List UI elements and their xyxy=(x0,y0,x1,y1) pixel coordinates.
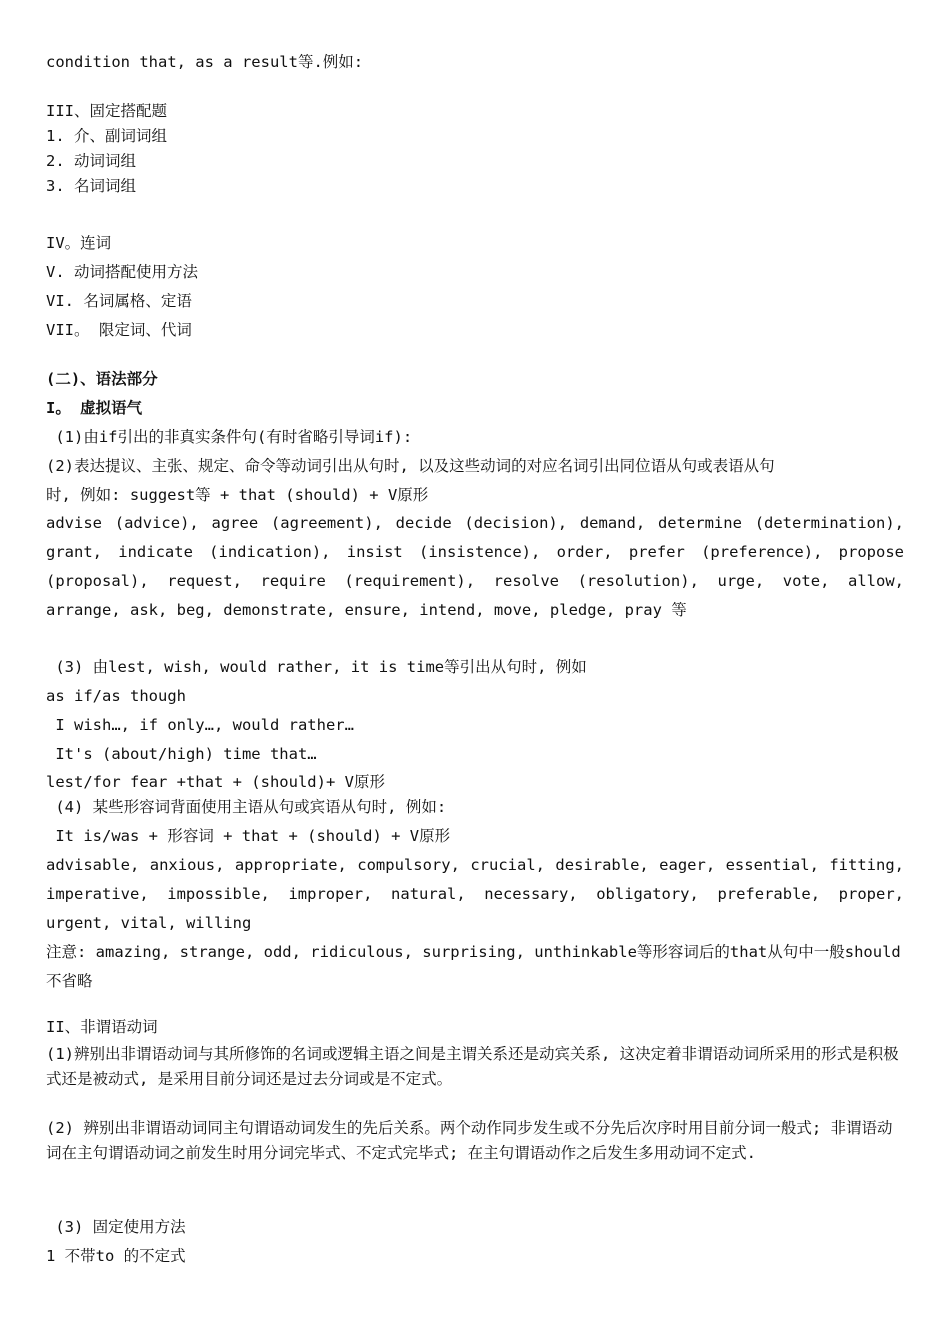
section-heading-conjunctions: IV。连词 xyxy=(46,234,112,252)
text-line: (1)由if引出的非真实条件句(有时省略引导词if): xyxy=(46,428,413,446)
adjective-list-paragraph: advisable, anxious, appropriate, compulsory, crucial, desirable, eager, essential, fitting, imperative, impossible, improper, natural, necessary, obligatory, preferable, proper, urgent, vital, willing xyxy=(46,856,904,932)
text-line: (4) 某些形容词背面使用主语从句或宾语从句时, 例如: xyxy=(46,798,447,816)
list-item: 2. 动词词组 xyxy=(46,152,136,170)
paragraph: (2) 辨别出非谓语动词同主句谓语动词发生的先后关系。两个动作同步发生或不分先后次序时用目前分词一般式; 非谓语动词在主句谓语动词之前发生时用分词完毕式、不定式完毕式; 在主句谓语动作之后发生多用动词不定式. xyxy=(46,1119,893,1162)
verb-list-paragraph: advise (advice), agree (agreement), decide (decision), demand, determine (determination), grant, indicate (indication), insist (insistence), order, prefer (preference), propose (proposal), request, require (requirement), resolve (resolution), urge, vote, allow, arrange, ask, beg, demonstrate, ensure, intend, move, pledge, pray 等 xyxy=(46,514,904,619)
text-line-1: condition that, as a result等.例如: xyxy=(46,53,364,71)
section-heading-non-finite-verbs: II、非谓语动词 xyxy=(46,1018,158,1036)
section-heading-determiners: VII。 限定词、代词 xyxy=(46,321,192,339)
text-line: It is/was + 形容词 + that + (should) + V原形 xyxy=(46,827,451,845)
text-line: It's (about/high) time that… xyxy=(46,745,317,763)
paragraph: (1)辨别出非谓语动词与其所修饰的名词或逻辑主语之间是主谓关系还是动宾关系, 这决定着非谓语动词所采用的形式是积极式还是被动式, 是采用目前分词还是过去分词或是不定式。 xyxy=(46,1045,899,1088)
text-line: I wish…, if only…, would rather… xyxy=(46,716,354,734)
subheading-subjunctive: I。 虚拟语气 xyxy=(46,399,143,417)
text-line: lest/for fear +that + (should)+ V原形 xyxy=(46,773,385,791)
text-line: (3) 固定使用方法 xyxy=(46,1218,186,1236)
section-heading-verb-collocation: V. 动词搭配使用方法 xyxy=(46,263,198,281)
list-item: 3. 名词词组 xyxy=(46,177,136,195)
section-heading-noun-genitive: VI. 名词属格、定语 xyxy=(46,292,192,310)
text-line: (2)表达提议、主张、规定、命令等动词引出从句时, 以及这些动词的对应名词引出同位语从句或表语从句 xyxy=(46,457,775,475)
list-item: 1. 介、副词词组 xyxy=(46,127,167,145)
section-heading-grammar: (二)、语法部分 xyxy=(46,370,158,388)
text-line: as if/as though xyxy=(46,687,186,705)
text-line: (3) 由lest, wish, would rather, it is time等引出从句时, 例如 xyxy=(46,658,587,676)
section-heading-fixed-collocations: III、固定搭配题 xyxy=(46,102,167,120)
text-line: 时, 例如: suggest等 + that (should) + V原形 xyxy=(46,486,429,504)
text-line: 1 不带to 的不定式 xyxy=(46,1247,186,1265)
note-paragraph: 注意: amazing, strange, odd, ridiculous, surprising, unthinkable等形容词后的that从句中一般should不省略 xyxy=(46,943,901,990)
